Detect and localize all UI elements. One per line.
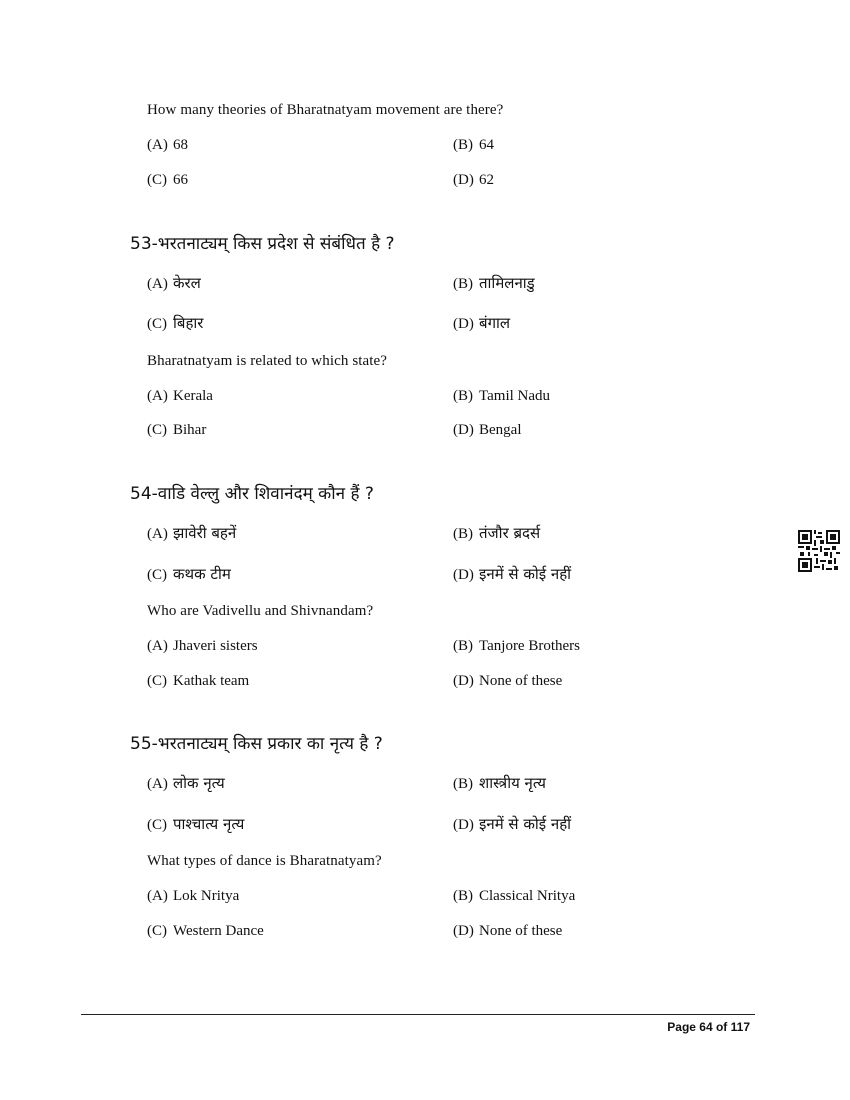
option-label: (C): [147, 567, 167, 583]
option-label: (C): [147, 422, 167, 438]
option-label: (A): [147, 276, 168, 292]
option-value: None of these: [479, 673, 563, 689]
option-label: (A): [147, 388, 168, 404]
q54-option-b-hi: [453, 523, 540, 543]
q53-option-a: [147, 388, 213, 405]
q53-question-hi: 53-भरतनाट्यम् किस प्रदेश से संबंधित है ?: [130, 234, 395, 254]
q52-question-en: How many theories of Bharatnatyam movement are there?: [147, 102, 504, 118]
option-label: (A): [147, 888, 168, 904]
option-label: (A): [147, 137, 168, 153]
q55-option-c-hi: [147, 814, 244, 834]
q54-option-d-hi: [453, 564, 571, 584]
option-value: इनमें से कोई नहीं: [479, 565, 572, 583]
q55-option-b: [453, 888, 575, 905]
q55-question-en: What types of dance is Bharatnatyam?: [147, 853, 382, 869]
option-value: Tanjore Brothers: [479, 638, 581, 654]
option-value: इनमें से कोई नहीं: [479, 815, 572, 833]
option-value: केरल: [173, 274, 201, 292]
option-label: (C): [147, 817, 167, 833]
option-value: 66: [173, 172, 188, 188]
q55-option-c: [147, 923, 264, 940]
option-label: (A): [147, 776, 168, 792]
option-label: (A): [147, 638, 168, 654]
option-label: (D): [453, 422, 474, 438]
option-label: (C): [147, 172, 167, 188]
option-value: 64: [479, 137, 494, 153]
option-value: Kathak team: [173, 673, 250, 689]
option-value: Bengal: [479, 422, 522, 438]
q55-question-hi: 55-भरतनाट्यम् किस प्रकार का नृत्य है ?: [130, 734, 383, 754]
option-value: 62: [479, 172, 494, 188]
option-label: (B): [453, 888, 473, 904]
q54-question-hi: 54-वाडि वेल्लु और शिवानंदम् कौन हैं ?: [130, 484, 374, 504]
option-label: (D): [453, 673, 474, 689]
option-label: (B): [453, 388, 473, 404]
option-value: पाश्चात्य नृत्य: [173, 815, 245, 833]
option-value: 68: [173, 137, 188, 153]
option-value: Lok Nritya: [173, 888, 240, 904]
q55-option-b-hi: [453, 773, 546, 793]
q53-option-b-hi: [453, 273, 535, 293]
option-value: तामिलनाडु: [479, 274, 535, 292]
option-value: बिहार: [173, 314, 204, 332]
q55-option-a: [147, 888, 239, 905]
option-label: (B): [453, 137, 473, 153]
option-label: (B): [453, 276, 473, 292]
q52-option-c: [147, 172, 188, 189]
q55-option-d: [453, 923, 562, 940]
q53-option-c: [147, 422, 206, 439]
option-value: लोक नृत्य: [173, 774, 225, 792]
option-label: (D): [453, 923, 474, 939]
option-value: Classical Nritya: [479, 888, 576, 904]
q53-question-en: Bharatnatyam is related to which state?: [147, 353, 388, 369]
q53-option-d-hi: [453, 313, 510, 333]
q55-option-a-hi: [147, 773, 225, 793]
option-value: Western Dance: [173, 923, 264, 939]
option-value: कथक टीम: [173, 565, 231, 583]
option-label: (B): [453, 776, 473, 792]
option-label: (C): [147, 673, 167, 689]
q54-option-c: [147, 673, 249, 690]
footer-divider: [81, 1014, 755, 1015]
q54-option-d: [453, 673, 562, 690]
option-value: Bihar: [173, 422, 207, 438]
q53-option-b: [453, 388, 550, 405]
option-value: Tamil Nadu: [479, 388, 551, 404]
option-label: (B): [453, 526, 473, 542]
qr-code-icon: [798, 530, 840, 572]
option-value: Jhaveri sisters: [173, 638, 258, 654]
option-value: झावेरी बहनें: [173, 524, 237, 542]
q52-option-b: [453, 137, 494, 154]
option-value: बंगाल: [479, 314, 511, 332]
option-label: (C): [147, 923, 167, 939]
option-label: (C): [147, 316, 167, 332]
option-label: (D): [453, 172, 474, 188]
option-value: None of these: [479, 923, 563, 939]
q54-option-b: [453, 638, 580, 655]
q53-option-a-hi: [147, 273, 201, 293]
q54-option-a-hi: [147, 523, 236, 543]
q54-question-en: Who are Vadivellu and Shivnandam?: [147, 603, 374, 619]
q55-option-d-hi: [453, 814, 571, 834]
option-label: (D): [453, 817, 474, 833]
option-label: (D): [453, 316, 474, 332]
option-value: तंजौर ब्रदर्स: [479, 524, 541, 542]
option-value: शास्त्रीय नृत्य: [479, 774, 546, 792]
option-label: (B): [453, 638, 473, 654]
q52-option-a: [147, 137, 188, 154]
q53-option-d: [453, 422, 522, 439]
q54-option-c-hi: [147, 564, 231, 584]
option-label: (A): [147, 526, 168, 542]
q53-option-c-hi: [147, 313, 203, 333]
option-label: (D): [453, 567, 474, 583]
q54-option-a: [147, 638, 258, 655]
page-number: Page 64 of 117: [667, 1020, 750, 1034]
q52-option-d: [453, 172, 494, 189]
option-value: Kerala: [173, 388, 213, 404]
